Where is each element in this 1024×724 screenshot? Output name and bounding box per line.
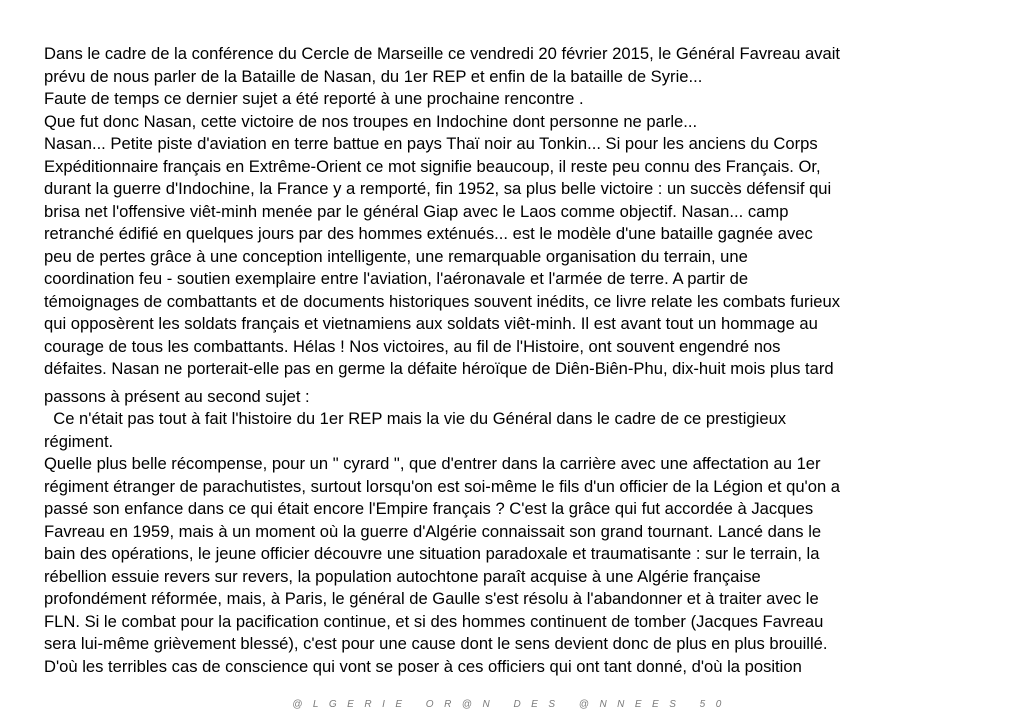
page-footer: @LGERIE OR@N DES @NNEES 50 xyxy=(292,699,732,710)
text-line: Nasan... Petite piste d'aviation en terre battue en pays Thaï noir au Tonkin... Si pour les anciens du Corps xyxy=(44,134,818,153)
text-line: Faute de temps ce dernier sujet a été reporté à une prochaine rencontre . xyxy=(44,89,584,108)
text-line: prévu de nous parler de la Bataille de Nasan, du 1er REP et enfin de la bataille de Syrie... xyxy=(44,66,703,86)
text-line: retranché édifié en quelques jours par des hommes exténués... est le modèle d'une bataille gagnée avec xyxy=(44,224,813,243)
text-line: D'où les terribles cas de conscience qui vont se poser à ces officiers qui ont tant donné, d'où la position xyxy=(44,656,802,676)
text-line: sera lui-même grièvement blessé), c'est pour une cause dont le sens devient donc de plus en plus brouillé. xyxy=(44,634,828,653)
text-line: peu de pertes grâce à une conception intelligente, une remarquable organisation du terrain, une xyxy=(44,246,748,266)
text-line: Quelle plus belle récompense, pour un " cyrard ", que d'entrer dans la carrière avec une affectation au 1er xyxy=(44,454,821,473)
text-line: Expéditionnaire français en Extrême-Orient ce mot signifie beaucoup, il reste peu connu des Français. Or, xyxy=(44,156,821,176)
text-line: bain des opérations, le jeune officier découvre une situation paradoxale et traumatisante : sur le terrain, la xyxy=(44,544,820,563)
text-line: rébellion essuie revers sur revers, la population autochtone paraît acquise à une Algérie française xyxy=(44,566,761,586)
text-line: brisa net l'offensive viêt-minh menée par le général Giap avec le Laos comme objectif. Nasan... camp xyxy=(44,201,789,221)
text-line: Ce n'était pas tout à fait l'histoire du 1er REP mais la vie du Général dans le cadre de ce prestigieux xyxy=(44,409,787,428)
text-line: Que fut donc Nasan, cette victoire de nos troupes en Indochine dont personne ne parle... xyxy=(44,111,698,131)
text-line: coordination feu - soutien exemplaire entre l'aviation, l'aéronavale et l'armée de terre. A partir de xyxy=(44,269,749,288)
text-line: qui opposèrent les soldats français et vietnamiens aux soldats viêt-minh. Il est avant tout un hommage au xyxy=(44,314,818,333)
text-line: régiment. xyxy=(44,431,114,451)
article-body xyxy=(44,43,1004,678)
text-line: courage de tous les combattants. Hélas ! Nos victoires, au fil de l'Histoire, ont souvent engendré nos xyxy=(44,336,781,356)
text-line: passé son enfance dans ce qui était encore l'Empire français ? C'est la grâce qui fut accordée à Jacques xyxy=(44,499,814,518)
text-line: durant la guerre d'Indochine, la France y a remporté, fin 1952, sa plus belle victoire : un succès défensif qui xyxy=(44,179,832,198)
text-line: profondément réformée, mais, à Paris, le général de Gaulle s'est résolu à l'abandonner et à traiter avec le xyxy=(44,589,819,608)
text-line: passons à présent au second sujet : xyxy=(44,386,310,406)
text-line: témoignages de combattants et de documents historiques souvent inédits, ce livre relate les combats furieux xyxy=(44,291,841,311)
text-line: défaites. Nasan ne porterait-elle pas en germe la défaite héroïque de Diên-Biên-Phu, dix-huit mois plus tard xyxy=(44,359,834,378)
text-line: FLN. Si le combat pour la pacification continue, et si des hommes continuent de tomber (Jacques Favreau xyxy=(44,611,824,631)
text-line: Favreau en 1959, mais à un moment où la guerre d'Algérie connaissait son grand tournant. Lancé dans le xyxy=(44,521,822,541)
text-line: régiment étranger de parachutistes, surtout lorsqu'on est soi-même le fils d'un officier de la Légion et qu'on a xyxy=(44,476,841,496)
text-line: Dans le cadre de la conférence du Cercle de Marseille ce vendredi 20 février 2015, le Général Favreau avait xyxy=(44,44,841,63)
